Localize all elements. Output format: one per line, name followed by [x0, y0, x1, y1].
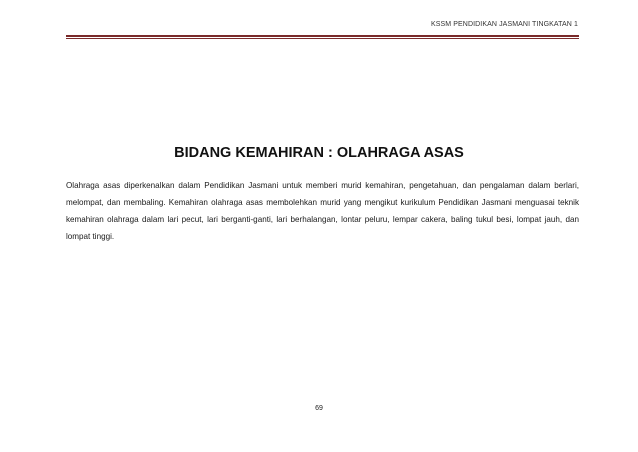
- header-rule-thick: [66, 35, 579, 37]
- section-title: BIDANG KEMAHIRAN : OLAHRAGA ASAS: [174, 145, 464, 161]
- body-paragraph: Olahraga asas diperkenalkan dalam Pendidikan Jasmani untuk memberi murid kemahiran, pengetahuan, dan pengalaman dalam berlari, melompat, dan membaling. Kemahiran olahraga asas membolehkan murid yang mengikut kurikulum Pendidikan Jasmani menguasai teknik kemahiran olahraga dalam lari pecut, lari berganti-ganti, lari berhalangan, lontar peluru, lempar cakera, baling tukul besi, lompat jauh, dan lompat tinggi.: [66, 181, 579, 241]
- header-rule-thin: [66, 38, 579, 39]
- running-header: KSSM PENDIDIKAN JASMANI TINGKATAN 1: [430, 21, 578, 28]
- page-number: 69: [315, 405, 323, 412]
